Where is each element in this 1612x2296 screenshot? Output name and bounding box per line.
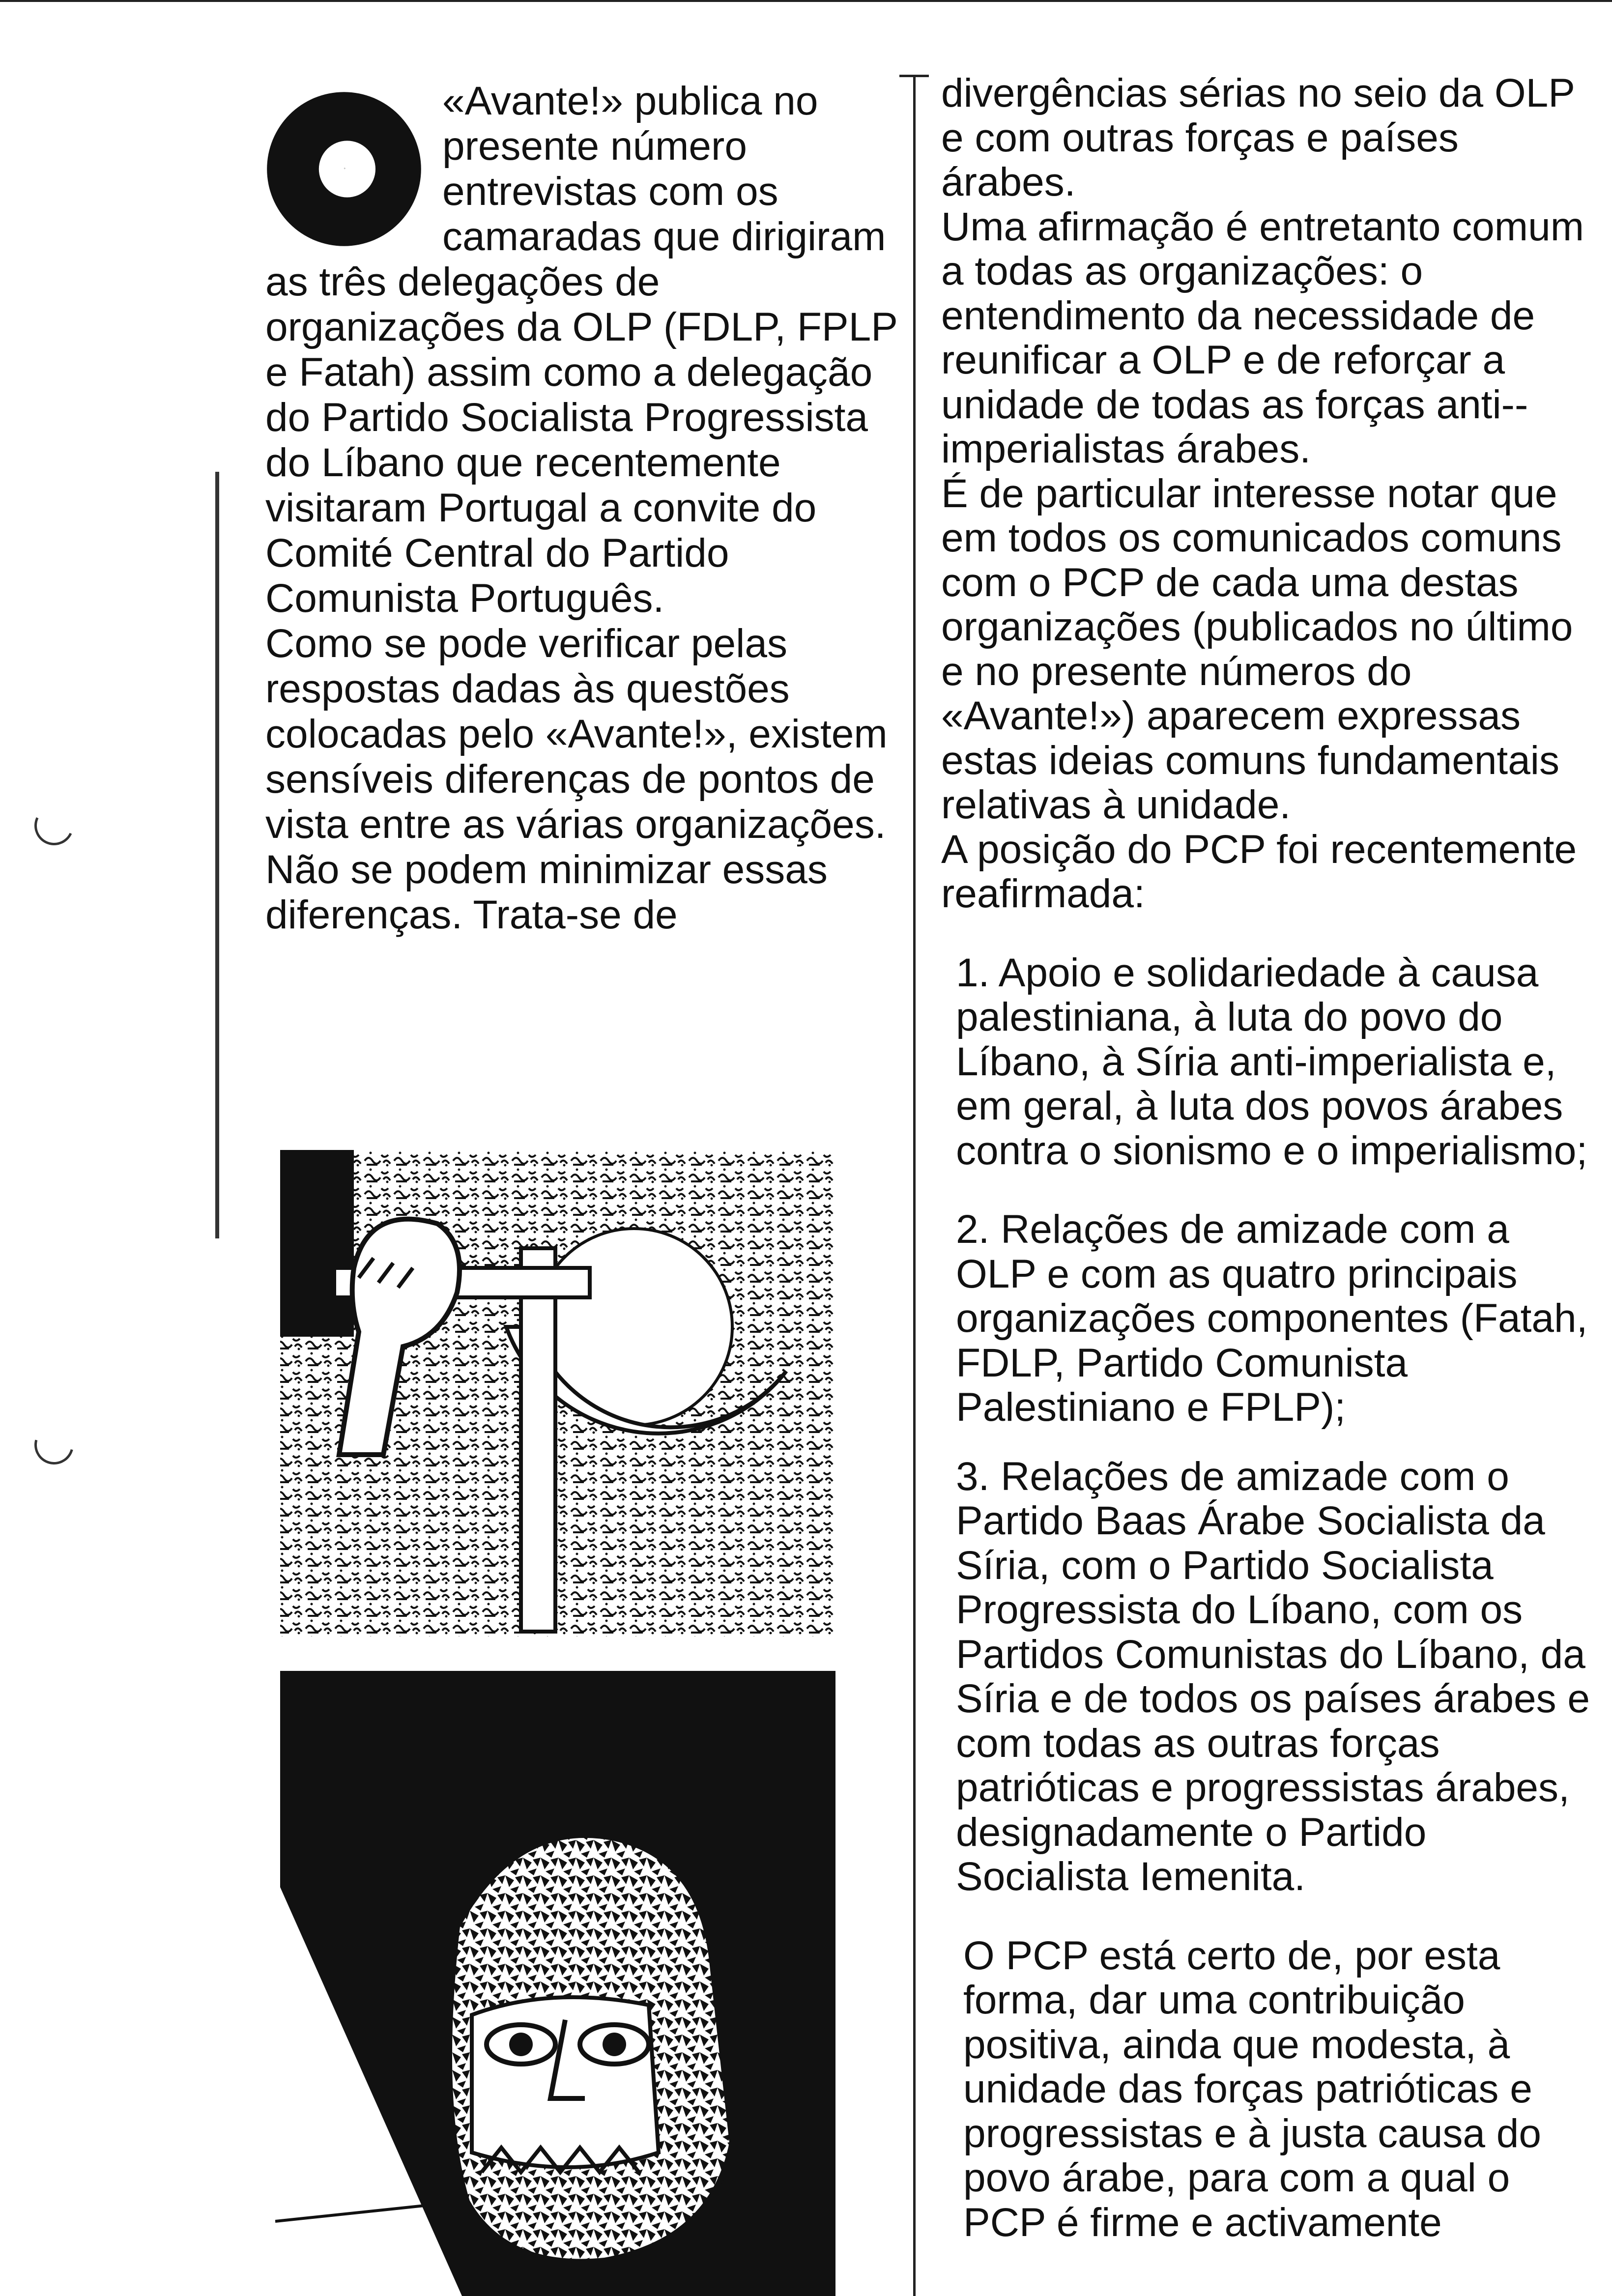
closing-paragraph: O PCP está certo de, por esta forma, dar uma contribuição positiva, ainda que modesta, à unidade das forças patrióticas e progressistas e à justa causa do povo árabe, para com a qual o PCP é firme e activamente: [963, 1933, 1541, 2245]
point-2: 2. Relações de amizade com a OLP e com as quatro principais organizações componentes (Fatah, FDLP, Partido Comunista Palestiniano e FPLP);: [956, 1207, 1588, 1430]
right-pupil: [603, 2033, 626, 2056]
intro-paragraph: «Avante!» publica no presente número entrevistas com os camaradas que dirigiram as três delegações de organizações da OLP (FDLP, FPLP e Fatah) assim como a delegação do Partido Socialista Progressista do Líbano que recentemente visitaram Portugal a convite do Comité Central do Partido Comunista Português.: [265, 79, 897, 621]
drop-cap: [265, 90, 423, 248]
scan-mark-1: [29, 801, 80, 851]
banner-dark-left: [280, 1150, 354, 1337]
common-statement-paragraph: Uma afirmação é entretanto comum a todas as organizações: o entendimento da necessidade de reunificar a OLP e de reforçar a unidade de todas as forças anti--imperialistas árabes.: [941, 204, 1584, 471]
banner-bottom-strip: [280, 1636, 835, 1671]
divergences-paragraph: divergências sérias no seio da OLP e com outras forças e países árabes.: [941, 71, 1575, 204]
right-column: [941, 71, 1600, 2245]
woodcut-illustration: [275, 1150, 840, 2296]
top-rule: [0, 0, 1612, 2]
point-1: 1. Apoio e solidariedade à causa palestiniana, à luta do povo do Líbano, à Síria anti-imperialista e, em geral, à luta dos povos árabes contra o sionismo e o imperialismo;: [956, 950, 1588, 1173]
scan-mark-2: [27, 1418, 81, 1471]
drop-cap-letter: O: [344, 168, 345, 170]
column-divider: [913, 75, 916, 2296]
differences-paragraph: Como se pode verificar pelas respostas dadas às questões colocadas pelo «Avante!», existem sensíveis diferenças de pontos de vista entre as várias organizações. Não se podem minimizar essas diferenças. Trata-se de: [265, 621, 888, 937]
left-margin-line: [215, 472, 219, 1238]
communiques-paragraph: É de particular interesse notar que em todos os comunicados comuns com o PCP de cada uma destas organizações (publicados no último e no presente números do «Avante!») aparecem expressas estas ideias comuns fundamentais relativas à unidade.: [941, 471, 1573, 827]
point-3: 3. Relações de amizade com o Partido Baas Árabe Socialista da Síria, com o Partido Socialista Progressista do Líbano, com os Partidos Comunistas do Líbano, da Síria e de todos os países árabes e com todas as outras forças patrióticas e progressistas árabes, designadamente o Partido Socialista Iemenita.: [956, 1454, 1590, 1899]
left-column: [265, 79, 899, 938]
pcp-position-paragraph: A posição do PCP foi recentemente reafirmada:: [941, 827, 1577, 916]
flag-pole: [521, 1248, 555, 1632]
left-pupil: [509, 2033, 533, 2056]
